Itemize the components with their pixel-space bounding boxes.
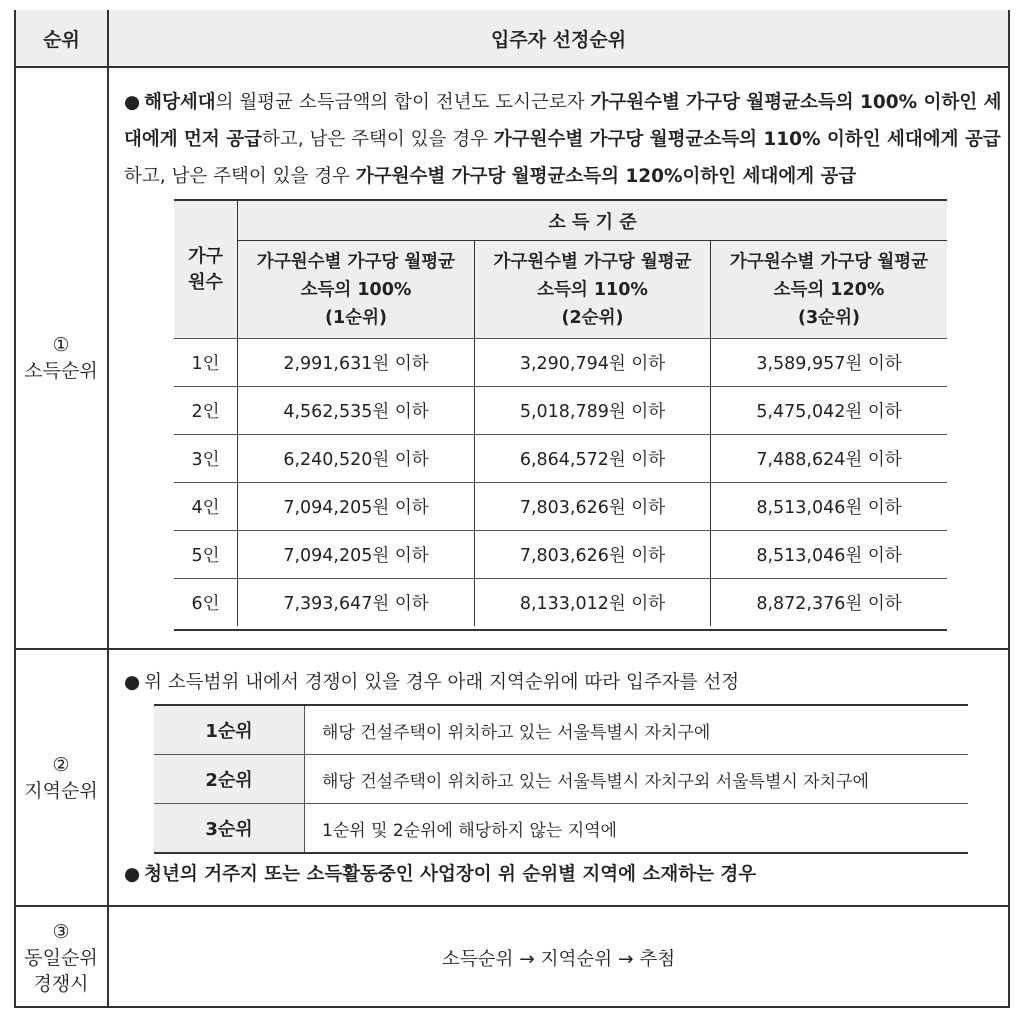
- income-limit-value: 5,018,789원 이하: [519, 401, 666, 422]
- income-limit-cell: [238, 530, 475, 578]
- income-limit-cell: [238, 338, 475, 386]
- income-limit-value: 7,094,205원 이하: [283, 545, 429, 566]
- household-size-header-line: 원수: [188, 271, 223, 293]
- main-column-header-text: 입주자 선정순위: [490, 28, 627, 51]
- rank-column-header: [16, 10, 107, 66]
- income-limit-cell: [711, 338, 947, 386]
- income-limit-cell: [711, 482, 947, 530]
- income-limit-value: 3,589,957원 이하: [756, 353, 902, 374]
- income-limit-cell: [475, 386, 711, 434]
- region-bullet-2-text: [124, 856, 1004, 893]
- tie-break-order: [109, 907, 1008, 1008]
- region-rank-value: 1순위: [205, 721, 253, 742]
- income-limit-value: 8,133,012원 이하: [519, 593, 666, 614]
- income-limit-cell: [475, 434, 711, 482]
- household-size-cell: [174, 578, 238, 626]
- household-size-header-line: 가구: [188, 245, 223, 267]
- income-rank-text: 소득순위: [24, 360, 98, 382]
- household-size-cell: [174, 386, 238, 434]
- household-size-value: 1인: [191, 353, 220, 374]
- income-limit-value: 8,513,046원 이하: [756, 545, 902, 566]
- household-size-value: 2인: [191, 401, 220, 422]
- income-limit-cell: [711, 530, 947, 578]
- income-limit-cell: [711, 434, 947, 482]
- region-rank-number: ②: [52, 753, 70, 776]
- income-limit-cell: [238, 482, 475, 530]
- region-rank-text: 지역순위: [24, 779, 98, 802]
- column-header-line: 가구원수별 가구당 월평균: [493, 251, 692, 272]
- region-desc-value: 1순위 및 2순위에 해당하지 않는 지역에: [322, 820, 617, 841]
- bold-text: 가구원수별 가구당 월평균소득의 120%이하인 세대에게 공급: [355, 166, 857, 187]
- household-size-header: [174, 201, 238, 338]
- column-header-line: 가구원수별 가구당 월평균: [729, 251, 929, 272]
- income-limit-value: 7,393,647원 이하: [283, 593, 429, 614]
- region-rank-value: 2순위: [205, 770, 253, 791]
- income-column-header-1: [238, 241, 475, 338]
- income-limit-value: 8,872,376원 이하: [756, 593, 902, 614]
- column-header-line: (3순위): [798, 307, 860, 328]
- region-rank-value: 3순위: [205, 819, 253, 840]
- bullet-dot: ●: [124, 92, 141, 113]
- column-header-line: (1순위): [325, 307, 387, 328]
- household-size-value: 3인: [191, 449, 220, 470]
- region-rank-cell: [154, 706, 304, 754]
- column-header-line: 가구원수별 가구당 월평균: [256, 251, 456, 272]
- income-limit-cell: [238, 434, 475, 482]
- income-column-header-3: [711, 241, 947, 338]
- income-limit-value: 6,240,520원 이하: [283, 449, 429, 470]
- income-limit-value: 4,562,535원 이하: [283, 401, 429, 422]
- region-bullet-2: 청년의 거주지 또는 소득활동중인 사업장이 위 순위별 지역에 소재하는 경우: [144, 864, 757, 885]
- income-limit-value: 6,864,572원 이하: [519, 449, 666, 470]
- region-desc-cell: [322, 706, 710, 754]
- income-limit-value: 5,475,042원 이하: [756, 401, 902, 422]
- region-bullet-text: [124, 664, 1004, 701]
- income-criteria-table: [174, 199, 947, 631]
- household-size-cell: [174, 482, 238, 530]
- region-priority-table: [154, 704, 968, 854]
- section-divider: [14, 648, 1010, 650]
- column-header-line: 소득의 100%: [300, 279, 412, 300]
- column-header-line: 소득의 120%: [773, 279, 885, 300]
- income-rank-number: ①: [52, 334, 70, 356]
- income-limit-value: 7,488,624원 이하: [756, 449, 902, 470]
- income-limit-cell: [238, 578, 475, 626]
- household-size-value: 6인: [191, 593, 220, 614]
- region-rank-cell: [154, 804, 304, 852]
- income-limit-cell: [711, 386, 947, 434]
- household-size-cell: [174, 530, 238, 578]
- region-rank-cell: [154, 755, 304, 803]
- bold-text: 해당세대: [144, 92, 216, 113]
- region-rank-label: [14, 650, 108, 905]
- income-limit-cell: [475, 482, 711, 530]
- tie-rank-number: ③: [52, 920, 70, 943]
- income-limit-value: 2,991,631원 이하: [283, 353, 429, 374]
- income-limit-value: 7,094,205원 이하: [283, 497, 429, 518]
- income-column-header-2: [475, 241, 711, 338]
- household-size-value: 5인: [191, 545, 220, 566]
- tie-rank-text: 동일순위: [24, 946, 98, 969]
- bullet-dot: ●: [124, 864, 141, 885]
- income-limit-cell: [475, 578, 711, 626]
- income-limit-cell: [475, 530, 711, 578]
- household-size-value: 4인: [191, 497, 220, 518]
- region-bullet-1: 위 소득범위 내에서 경쟁이 있을 경우 아래 지역순위에 따라 입주자를 선정: [144, 672, 740, 693]
- column-header-line: 소득의 110%: [537, 279, 648, 300]
- household-size-cell: [174, 338, 238, 386]
- tie-rank-text: 경쟁시: [33, 972, 89, 995]
- row-divider: [154, 803, 968, 804]
- income-limit-cell: [238, 386, 475, 434]
- tie-rank-label: [14, 907, 108, 1008]
- income-limit-cell: [475, 338, 711, 386]
- bold-text: 가구원수별 가구당 월평균소득의 100% 이하인 세대에게 먼저 공급: [124, 92, 1002, 150]
- income-limit-value: 3,290,794원 이하: [519, 353, 666, 374]
- income-limit-cell: [711, 578, 947, 626]
- income-standard-header-text: 소 득 기 준: [548, 211, 637, 233]
- main-column-header: [109, 10, 1008, 66]
- row-divider: [154, 754, 968, 755]
- income-limit-value: 7,803,626원 이하: [519, 545, 666, 566]
- income-limit-value: 7,803,626원 이하: [519, 497, 666, 518]
- income-bullet-text: [124, 84, 1004, 195]
- rank-column-header-text: 순위: [43, 28, 80, 51]
- plain-text: 하고, 남은 주택이 있을 경우: [261, 129, 494, 150]
- income-limit-value: 8,513,046원 이하: [756, 497, 902, 518]
- region-desc-cell: [322, 804, 617, 852]
- plain-text: 하고, 남은 주택이 있을 경우: [124, 166, 356, 187]
- column-divider: [304, 706, 305, 852]
- household-size-cell: [174, 434, 238, 482]
- income-rank-label: [14, 68, 108, 648]
- bullet-dot: ●: [124, 672, 141, 693]
- region-desc-value: 해당 건설주택이 위치하고 있는 서울특별시 자치구외 서울특별시 자치구에: [322, 771, 869, 792]
- header-divider: [14, 66, 1010, 68]
- column-header-line: (2순위): [561, 307, 624, 328]
- bold-text: 가구원수별 가구당 월평균소득의 110% 이하인 세대에게 공급: [493, 129, 1001, 150]
- income-standard-header: [238, 201, 947, 241]
- region-desc-cell: [322, 755, 869, 803]
- region-desc-value: 해당 건설주택이 위치하고 있는 서울특별시 자치구에: [322, 722, 711, 743]
- tie-break-order-text: 소득순위 → 지역순위 → 추첨: [441, 948, 676, 970]
- plain-text: 의 월평균 소득금액의 합이 전년도 도시근로자: [215, 92, 591, 113]
